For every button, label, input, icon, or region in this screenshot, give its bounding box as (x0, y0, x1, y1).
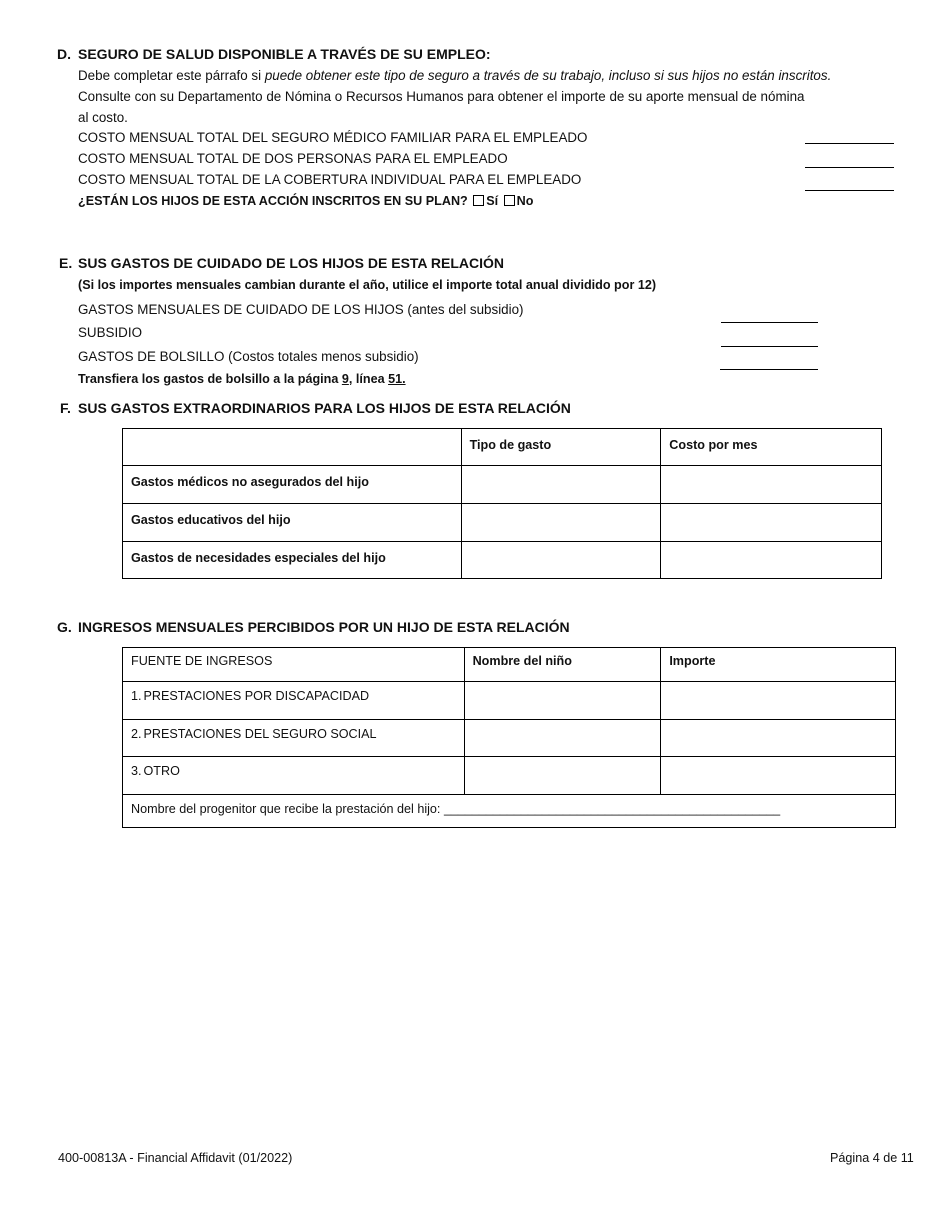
section-e-letter: E. (59, 255, 73, 271)
section-d-intro-plain: Debe completar este párrafo si (78, 68, 265, 83)
subsidy-field[interactable] (721, 346, 818, 347)
row-label: Gastos educativos del hijo (123, 504, 462, 542)
transfer-instruction (78, 372, 406, 387)
table-row (123, 466, 882, 504)
section-d-intro (78, 68, 831, 84)
table-header-cell (123, 429, 462, 466)
parent-name-cell[interactable] (123, 795, 896, 828)
transfer-page: 9 (341, 372, 349, 386)
cost-individual-label: COSTO MENSUAL TOTAL DE LA COBERTURA INDIVIDUAL PARA EL EMPLEADO (78, 172, 582, 187)
section-d-title: SEGURO DE SALUD DISPONIBLE A TRAVÉS DE SU EMPLEO: (78, 46, 491, 62)
extraordinary-expenses-table (122, 428, 882, 579)
out-of-pocket-label: GASTOS DE BOLSILLO (Costos totales menos subsidio) (78, 349, 419, 364)
footer-form-id: 400-00813A - Financial Affidavit (01/2022) (58, 1151, 293, 1165)
section-e-title: SUS GASTOS DE CUIDADO DE LOS HIJOS DE ESTA RELACIÓN (78, 255, 505, 271)
parent-name-row (123, 795, 896, 828)
amount-cell[interactable] (661, 720, 896, 757)
cost-two-label: COSTO MENSUAL TOTAL DE DOS PERSONAS PARA EL EMPLEADO (78, 151, 508, 166)
cost-individual-field[interactable] (805, 190, 894, 191)
section-f-letter: F. (60, 400, 71, 416)
monthly-cost-cell[interactable] (661, 504, 882, 542)
section-g-letter: G. (57, 619, 72, 635)
childcare-monthly-label: GASTOS MENSUALES DE CUIDADO DE LOS HIJOS (antes del subsidio) (78, 302, 524, 317)
monthly-cost-cell[interactable] (661, 542, 882, 579)
cost-family-label: COSTO MENSUAL TOTAL DEL SEGURO MÉDICO FAMILIAR PARA EL EMPLEADO (78, 130, 588, 145)
transfer-mid: , línea (348, 372, 389, 386)
cost-two-field[interactable] (805, 167, 894, 168)
transfer-prefix: Transfiera los gastos de bolsillo a la página (78, 372, 342, 386)
enrolled-question: ¿ESTÁN LOS HIJOS DE ESTA ACCIÓN INSCRITOS EN SU PLAN? (78, 194, 468, 208)
expense-type-cell[interactable] (461, 542, 661, 579)
child-name-cell[interactable] (464, 757, 661, 795)
transfer-line: 51. (388, 372, 406, 386)
child-name-cell[interactable] (464, 720, 661, 757)
row-label: Gastos médicos no asegurados del hijo (123, 466, 462, 504)
footer-page-number: Página 4 de 11 (830, 1151, 914, 1165)
yes-checkbox[interactable] (473, 195, 484, 206)
child-income-table (122, 647, 896, 828)
row-number: 1. (131, 689, 142, 703)
parent-name-label: Nombre del progenitor que recibe la prestación del hijo: (131, 802, 441, 816)
expense-type-cell[interactable] (461, 466, 661, 504)
table-header-cell: Nombre del niño (464, 648, 661, 682)
expense-type-cell[interactable] (461, 504, 661, 542)
no-label: No (516, 194, 534, 208)
amount-cell[interactable] (661, 682, 896, 720)
child-name-cell[interactable] (464, 682, 661, 720)
income-source-cell (123, 757, 465, 795)
income-source-cell (123, 682, 465, 720)
table-header-cell: Costo por mes (661, 429, 882, 466)
section-d-intro-italic: puede obtener este tipo de seguro a través de su trabajo, incluso si sus hijos no están inscritos. (264, 68, 832, 83)
row-label: PRESTACIONES POR DISCAPACIDAD (143, 689, 370, 703)
table-row (123, 720, 896, 757)
cost-family-field[interactable] (805, 143, 894, 144)
monthly-cost-cell[interactable] (661, 466, 882, 504)
table-row (123, 542, 882, 579)
row-number: 3. (131, 764, 142, 778)
section-d-letter: D. (57, 46, 71, 62)
income-source-cell (123, 720, 465, 757)
section-d-intro-line2: Consulte con su Departamento de Nómina o Recursos Humanos para obtener el importe de su aporte mensual de nómina (78, 89, 805, 104)
childcare-monthly-field[interactable] (721, 322, 818, 323)
table-header-row (123, 429, 882, 466)
row-label: Gastos de necesidades especiales del hijo (123, 542, 462, 579)
table-row (123, 504, 882, 542)
table-header-cell: Importe (661, 648, 896, 682)
row-number: 2. (131, 727, 142, 741)
subsidy-label: SUBSIDIO (78, 325, 142, 340)
section-e-note: (Si los importes mensuales cambian durante el año, utilice el importe total anual dividido por 12) (78, 278, 657, 292)
enrolled-question-row (78, 194, 533, 209)
out-of-pocket-field[interactable] (720, 369, 818, 370)
section-d-intro-line3: al costo. (78, 110, 128, 125)
table-header-cell: Tipo de gasto (461, 429, 661, 466)
section-f-title: SUS GASTOS EXTRAORDINARIOS PARA LOS HIJOS DE ESTA RELACIÓN (78, 400, 571, 416)
table-header-row (123, 648, 896, 682)
yes-label: Sí (486, 194, 499, 208)
table-row (123, 757, 896, 795)
row-label: OTRO (143, 764, 180, 778)
amount-cell[interactable] (661, 757, 896, 795)
parent-name-blank[interactable]: ________________________________________________ (443, 802, 781, 816)
row-label: PRESTACIONES DEL SEGURO SOCIAL (143, 727, 377, 741)
table-header-cell: FUENTE DE INGRESOS (123, 648, 465, 682)
section-g-title: INGRESOS MENSUALES PERCIBIDOS POR UN HIJO DE ESTA RELACIÓN (78, 619, 570, 635)
table-row (123, 682, 896, 720)
no-checkbox[interactable] (504, 195, 515, 206)
